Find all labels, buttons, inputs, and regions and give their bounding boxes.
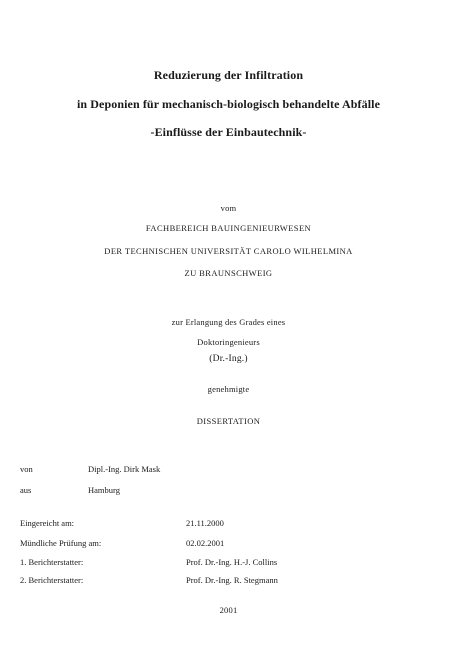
year: 2001 bbox=[219, 605, 238, 615]
author-von-label: von bbox=[20, 464, 33, 474]
referee-1-label: 1. Berichterstatter: bbox=[20, 557, 84, 567]
degree-line-3: (Dr.-Ing.) bbox=[209, 354, 248, 364]
author-name: Dipl.-Ing. Dirk Mask bbox=[88, 464, 161, 474]
title-line-2: in Deponien für mechanisch-biologisch behandelte Abfälle bbox=[76, 97, 381, 111]
author-origin: Hamburg bbox=[88, 485, 120, 495]
institution-line-1: FACHBEREICH BAUINGENIEURWESEN bbox=[145, 223, 312, 233]
submitted-value: 21.11.2000 bbox=[186, 518, 224, 528]
referee-1-value: Prof. Dr.-Ing. H.-J. Collins bbox=[186, 557, 278, 567]
author-aus-label: aus bbox=[20, 485, 32, 495]
referee-2-value: Prof. Dr.-Ing. R. Stegmann bbox=[186, 575, 278, 585]
approved-label: genehmigte bbox=[207, 384, 250, 394]
vom-label: vom bbox=[220, 203, 237, 213]
degree-line-1: zur Erlangung des Grades eines bbox=[171, 317, 286, 327]
submitted-label: Eingereicht am: bbox=[20, 518, 75, 528]
referee-2-label: 2. Berichterstatter: bbox=[20, 575, 84, 585]
title-line-1: Reduzierung der Infiltration bbox=[153, 68, 304, 82]
title-line-3: -Einflüsse der Einbautechnik- bbox=[150, 125, 307, 139]
degree-line-2: Doktoringenieurs bbox=[197, 337, 260, 347]
oral-exam-value: 02.02.2001 bbox=[186, 538, 225, 548]
institution-line-3: ZU BRAUNSCHWEIG bbox=[184, 268, 273, 278]
institution-line-2: DER TECHNISCHEN UNIVERSITÄT CAROLO WILHELMINA bbox=[104, 246, 353, 256]
dissertation-label: DISSERTATION bbox=[196, 416, 261, 426]
oral-exam-label: Mündliche Prüfung am: bbox=[20, 538, 102, 548]
